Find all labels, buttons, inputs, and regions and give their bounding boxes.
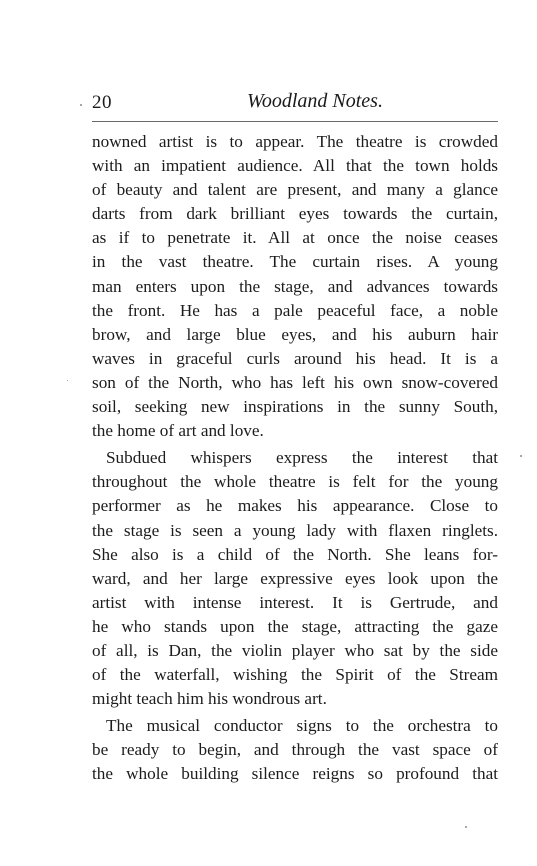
text-line: nowned artist is to appear. The theatre is crowded <box>92 132 498 151</box>
text-line: artist with intense interest. It is Gertrude, and <box>92 592 498 612</box>
print-speck <box>465 826 467 828</box>
text-line: She also is a child of the North. She leans for- <box>92 544 498 564</box>
text-line: he who stands upon the stage, attracting the gaze <box>92 616 498 636</box>
text-line: waves in graceful curls around his head. It is a <box>92 348 498 368</box>
text-line: son of the North, who has left his own snow-covered <box>92 372 498 392</box>
text-line: of beauty and talent are present, and many a glance <box>92 180 498 200</box>
text-line: might teach him his wondrous art. <box>92 689 327 709</box>
text-line: as if to penetrate it. All at once the noise ceases <box>92 228 498 248</box>
print-speck <box>67 380 68 381</box>
print-speck <box>520 455 522 457</box>
text-line: man enters upon the stage, and advances towards <box>92 276 498 296</box>
text-line: throughout the whole theatre is felt for the young <box>92 472 498 492</box>
page-number: 20 <box>92 92 112 113</box>
text-line: the stage is seen a young lady with flaxen ringlets. <box>92 520 498 540</box>
paragraph <box>92 714 498 786</box>
text-line: brow, and large blue eyes, and his auburn hair <box>92 324 498 344</box>
paragraph <box>92 446 498 711</box>
text-line: with an impatient audience. All that the town holds <box>92 156 498 176</box>
text-line: Subdued whispers express the interest that <box>106 448 498 468</box>
text-line: The musical conductor signs to the orchestra to <box>106 716 498 736</box>
header-rule <box>92 121 498 122</box>
running-title: Woodland Notes. <box>247 90 383 112</box>
text-line: of all, is Dan, the violin player who sat by the side <box>92 640 498 660</box>
text-line: be ready to begin, and through the vast space of <box>92 740 498 760</box>
text-line: ward, and her large expressive eyes look upon the <box>92 568 498 588</box>
text-line: the front. He has a pale peaceful face, a noble <box>92 300 498 320</box>
text-line: of the waterfall, wishing the Spirit of the Stream <box>92 665 498 685</box>
text-line: soil, seeking new inspirations in the sunny South, <box>92 397 498 417</box>
text-line: the whole building silence reigns so profound that <box>92 764 498 784</box>
print-speck <box>80 104 82 106</box>
text-line: in the vast theatre. The curtain rises. A young <box>92 252 498 272</box>
page-header <box>92 86 498 116</box>
body-text <box>92 130 498 787</box>
text-line: performer as he makes his appearance. Close to <box>92 496 498 516</box>
text-line: the home of art and love. <box>92 421 264 441</box>
paragraph <box>92 130 498 443</box>
text-line: darts from dark brilliant eyes towards the curtain, <box>92 204 498 224</box>
